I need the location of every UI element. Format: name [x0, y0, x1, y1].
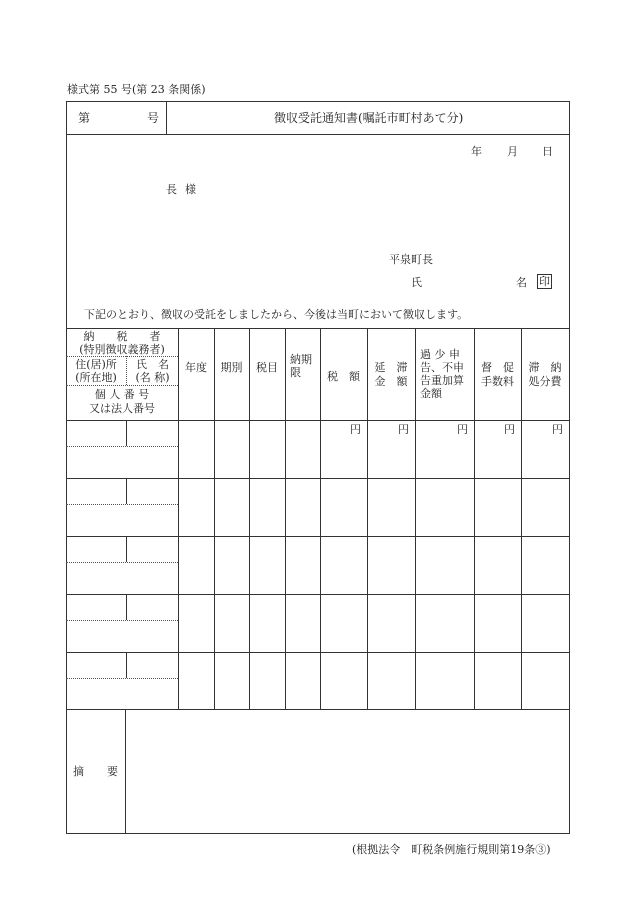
frame-left-line [66, 101, 67, 833]
addressee-honorific: 様 [185, 183, 196, 196]
row4-dotted [66, 620, 178, 621]
col-header-additional-line1: 過 少 申 [420, 348, 460, 361]
name-header-line1: 氏 名 [136, 358, 169, 371]
unit-additional: 円 [457, 423, 468, 436]
col-header-additional-line2: 告、不申 [420, 361, 464, 374]
frame-top-line [66, 101, 570, 102]
col-header-additional-line4: 金額 [420, 387, 442, 400]
col-header-additional-line3: 告重加算 [420, 374, 464, 387]
col-line-5 [320, 328, 321, 709]
document-title: 徴収受託通知書(嘱託市町村あて分) [274, 111, 464, 125]
header-bottom-line [66, 134, 570, 135]
taxpayer-header-line2: (特別徴収義務者) [79, 343, 165, 356]
col-header-year: 年度 [185, 361, 207, 374]
legal-basis-footer: (根拠法令 町税条例施行規則第19条③) [352, 843, 551, 856]
id-header-line2: 又は法人番号 [89, 402, 155, 415]
number-suffix: 号 [147, 111, 160, 125]
unit-disposition: 円 [552, 423, 563, 436]
row3-dotted [66, 562, 178, 563]
address-header-line1: 住(居)所 [75, 358, 117, 371]
col-header-demand-line1: 督 促 [481, 361, 514, 374]
row2-split [126, 478, 127, 504]
row-line-4 [66, 652, 570, 653]
form-caption: 様式第 55 号(第 23 条関係) [67, 83, 206, 96]
date-year: 年 [471, 145, 482, 158]
unit-tax-amount: 円 [350, 423, 361, 436]
remarks-divider [125, 709, 126, 833]
date-month: 月 [507, 145, 518, 158]
table-header-bottom [66, 420, 570, 421]
col-header-disposition-line2: 処分費 [528, 375, 562, 388]
col-header-delinquent-line2: 金 額 [374, 375, 408, 388]
table-top-line [66, 328, 570, 329]
id-header-line1: 個 人 番 号 [94, 388, 150, 401]
number-prefix: 第 [78, 111, 91, 125]
col-line-2 [214, 328, 215, 709]
col-line-7 [415, 328, 416, 709]
col-header-due-line1: 納期 [290, 353, 312, 366]
remarks-label-2: 要 [107, 765, 118, 778]
col-line-3 [249, 328, 250, 709]
name-label-1: 氏 [411, 276, 422, 289]
row2-dotted [66, 504, 178, 505]
frame-bottom-line [66, 833, 570, 834]
taxpayer-header-dotted-2 [66, 385, 178, 386]
header-divider [166, 101, 167, 134]
name-label-2: 名 [516, 276, 527, 289]
col-header-due-line2: 限 [290, 366, 301, 379]
col-header-tax-item: 税目 [256, 361, 278, 374]
row-line-2 [66, 536, 570, 537]
row5-dotted [66, 678, 178, 679]
row-line-3 [66, 594, 570, 595]
col-header-disposition-line1: 滞 納 [528, 361, 562, 374]
address-header-line2: (所在地) [75, 371, 117, 384]
frame-right-line [569, 101, 570, 833]
taxpayer-header-line1: 納 税 者 [83, 330, 161, 343]
row4-split [126, 594, 127, 620]
col-header-tax-amount: 税 額 [327, 370, 360, 383]
col-line-1 [178, 328, 179, 709]
col-header-delinquent-line1: 延 滞 [374, 361, 408, 374]
row1-dotted [66, 446, 178, 447]
col-header-period: 期別 [220, 361, 243, 374]
row3-split [126, 536, 127, 562]
row-line-1 [66, 478, 570, 479]
col-line-4 [285, 328, 286, 709]
unit-delinquent: 円 [398, 423, 409, 436]
table-bottom-line [66, 709, 570, 710]
row1-split [126, 420, 127, 446]
date-day: 日 [542, 145, 553, 158]
sender-office: 平泉町長 [389, 253, 433, 266]
name-header-line2: (名 称) [135, 371, 170, 384]
col-header-demand-line2: 手数料 [481, 375, 514, 388]
remarks-label-1: 摘 [73, 765, 84, 778]
seal-mark: 印 [539, 275, 550, 288]
row5-split [126, 652, 127, 678]
addressee-chief: 長 [166, 183, 177, 196]
taxpayer-header-dotted-1 [66, 356, 178, 357]
notice-text: 下記のとおり、徴収の受託をしましたから、今後は当町において徴収します。 [84, 308, 469, 321]
unit-demand: 円 [504, 423, 515, 436]
